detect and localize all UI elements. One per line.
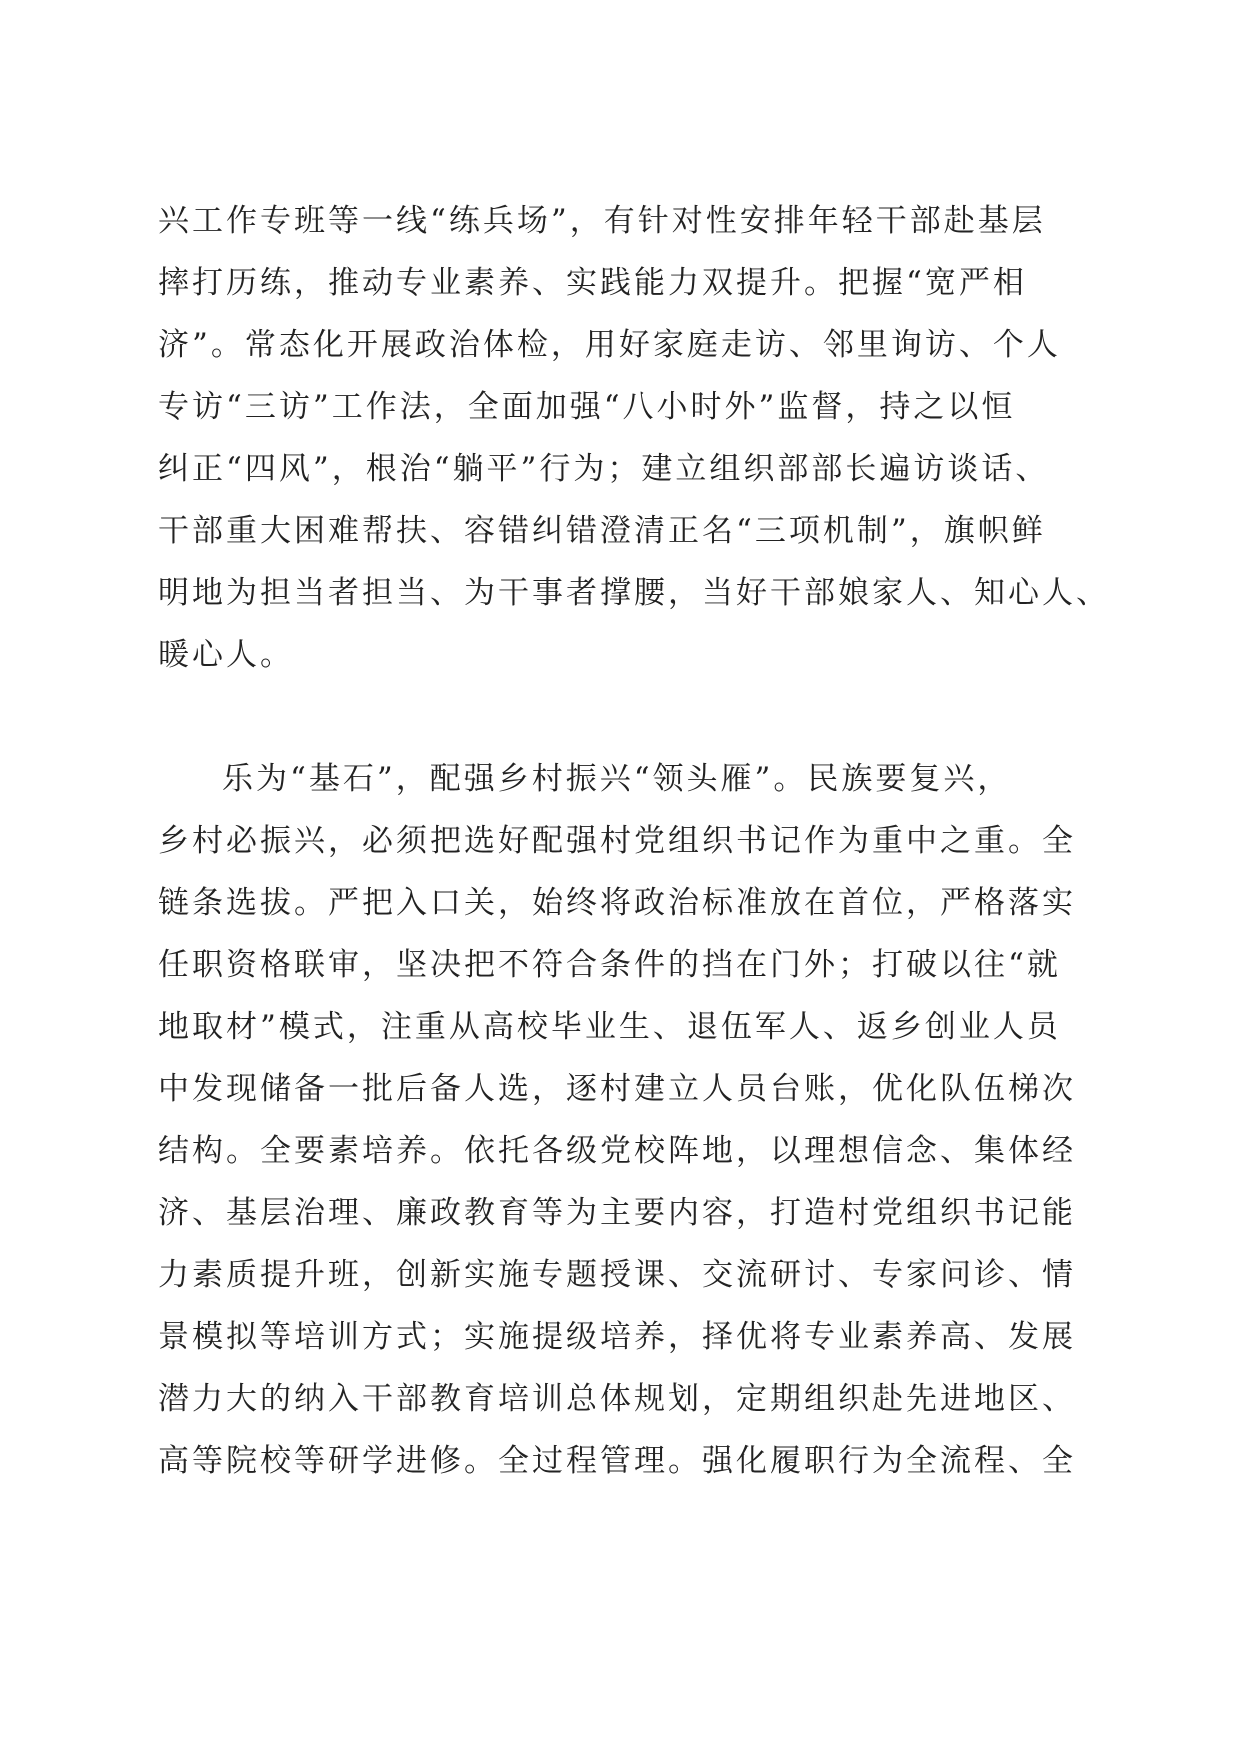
paragraph-line: 暖心人。 (158, 637, 294, 673)
paragraph-line: 专访“三访”工作法，全面加强“八小时外”监督，持之以恒 (158, 389, 1016, 425)
paragraph-line: 力素质提升班，创新实施专题授课、交流研讨、专家问诊、情 (158, 1257, 1076, 1293)
paragraph-line: 中发现储备一批后备人选，逐村建立人员台账，优化队伍梯次 (158, 1071, 1076, 1107)
paragraph-line: 潜力大的纳入干部教育培训总体规划，定期组织赴先进地区、 (158, 1381, 1076, 1417)
paragraph-line: 干部重大困难帮扶、容错纠错澄清正名“三项机制”，旗帜鲜 (158, 513, 1046, 549)
document-body (158, 190, 1110, 1492)
paragraph-line: 地取材”模式，注重从高校毕业生、退伍军人、返乡创业人员 (158, 1009, 1061, 1045)
paragraph-line: 景模拟等培训方式；实施提级培养，择优将专业素养高、发展 (158, 1319, 1076, 1355)
paragraph-line: 高等院校等研学进修。全过程管理。强化履职行为全流程、全 (158, 1443, 1076, 1479)
paragraph-2 (158, 748, 1088, 1492)
paragraph-line: 济”。常态化开展政治体检，用好家庭走访、邻里询访、个人 (158, 327, 1061, 363)
paragraph-line: 乡村必振兴，必须把选好配强村党组织书记作为重中之重。全 (158, 823, 1076, 859)
paragraph-spacer (158, 686, 1088, 748)
paragraph-line: 摔打历练，推动专业素养、实践能力双提升。把握“宽严相 (158, 265, 1027, 301)
paragraph-line: 济、基层治理、廉政教育等为主要内容，打造村党组织书记能 (158, 1195, 1076, 1231)
paragraph-line: 任职资格联审，坚决把不符合条件的挡在门外；打破以往“就 (158, 947, 1061, 983)
paragraph-line: 结构。全要素培养。依托各级党校阵地，以理想信念、集体经 (158, 1133, 1076, 1169)
paragraph-line: 乐为“基石”，配强乡村振兴“领头雁”。民族要复兴， (222, 761, 1012, 797)
paragraph-line: 链条选拔。严把入口关，始终将政治标准放在首位，严格落实 (158, 885, 1076, 921)
paragraph-line: 纠正“四风”，根治“躺平”行为；建立组织部部长遍访谈话、 (158, 451, 1050, 487)
paragraph-line: 兴工作专班等一线“练兵场”，有针对性安排年轻干部赴基层 (158, 203, 1046, 239)
paragraph-line: 明地为担当者担当、为干事者撑腰，当好干部娘家人、知心人、 (158, 575, 1110, 611)
paragraph-1 (158, 190, 1110, 686)
